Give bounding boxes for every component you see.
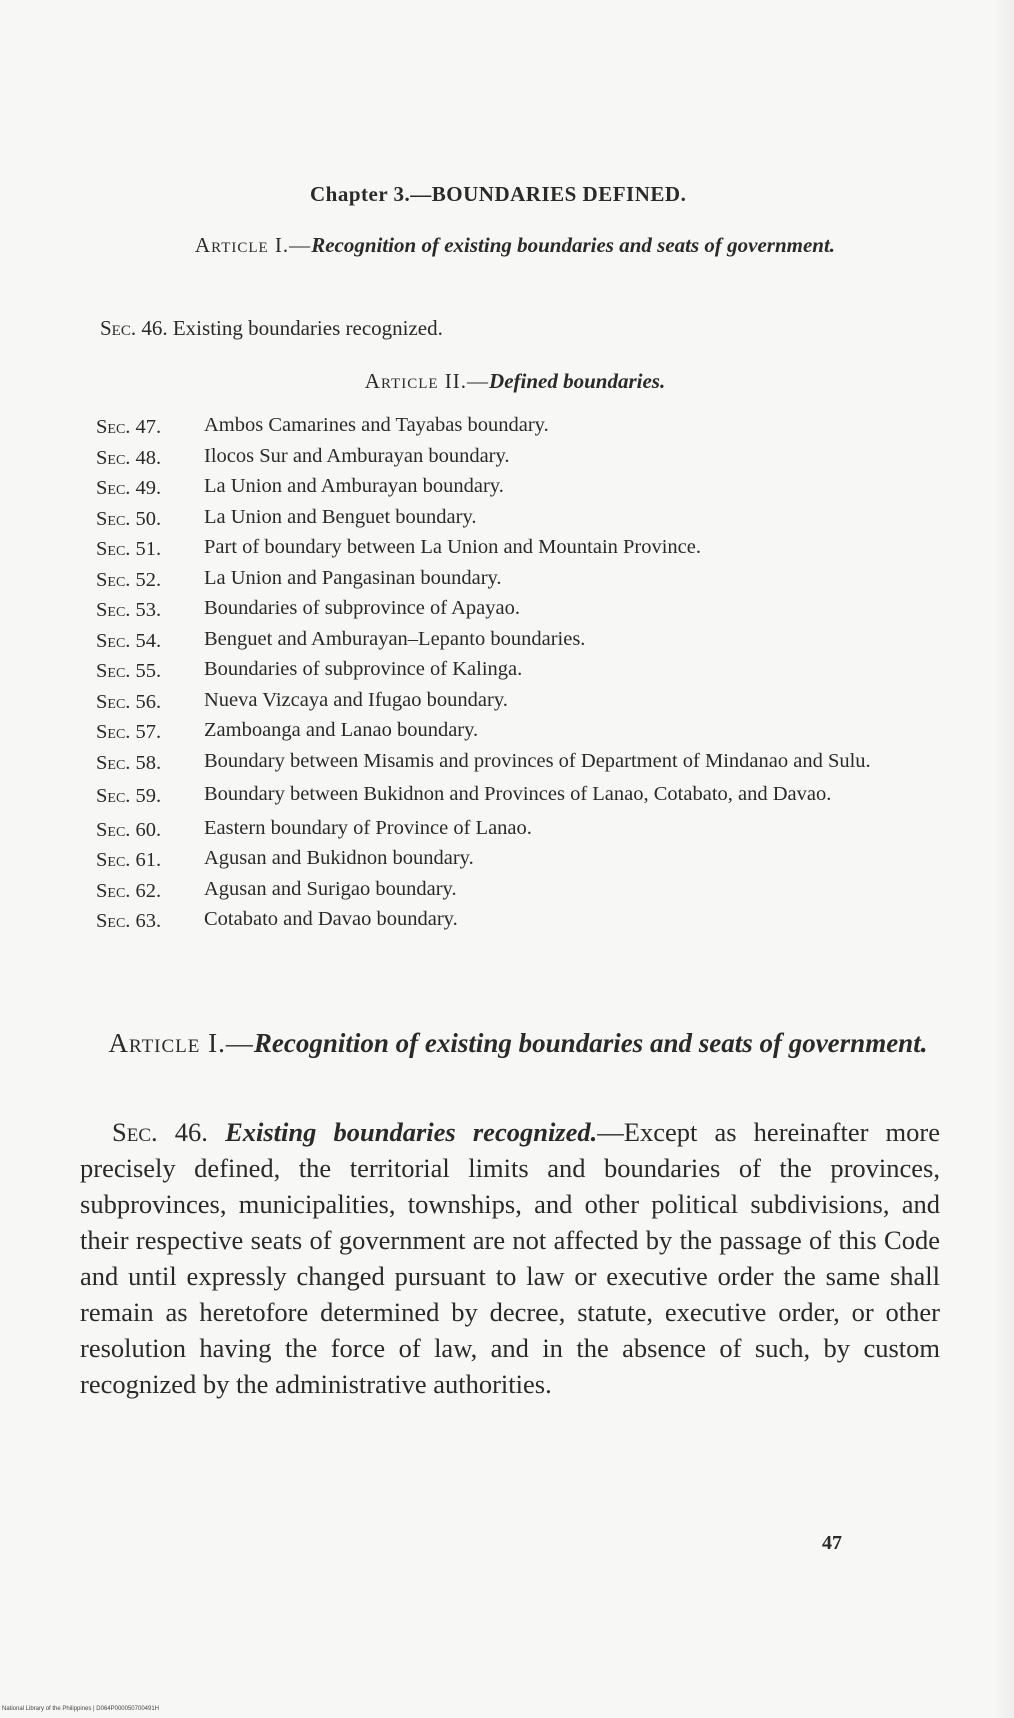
toc-section-text: Boundaries of subprovince of Kalinga. (204, 658, 523, 680)
toc-section-text: Part of boundary between La Union and Mountain Province. (204, 536, 702, 558)
section-number: 47. (135, 416, 162, 438)
toc-article-1-label: Article I.— (194, 233, 312, 257)
toc-section-number (96, 504, 204, 535)
section-label: Sec. (96, 446, 131, 469)
toc-section-text: Zamboanga and Lanao boundary. (204, 719, 479, 741)
section-number: 54. (135, 629, 162, 652)
toc-section-text: Ilocos Sur and Amburayan boundary. (204, 444, 510, 467)
section-label: Sec. (96, 879, 131, 902)
section-label: Sec. (96, 416, 131, 438)
toc-section-row (96, 845, 956, 876)
toc-section-number (96, 906, 204, 937)
toc-section-text: Agusan and Surigao boundary. (204, 877, 457, 900)
toc-section-row (96, 626, 956, 657)
toc-section-row (96, 876, 956, 907)
section-number: 59. (135, 785, 162, 807)
section-label: Sec. (96, 629, 131, 652)
toc-section-number (96, 876, 204, 907)
toc-section-text: Boundaries of subprovince of Apayao. (204, 597, 520, 619)
toc-section-number (96, 815, 204, 846)
section-label: Sec. (112, 1117, 158, 1147)
toc-section-row (96, 781, 956, 812)
section-label: Sec. (96, 538, 131, 560)
section-number: 53. (135, 599, 162, 621)
toc-article-2-title: Defined boundaries. (489, 369, 666, 393)
toc-section-text: La Union and Pangasinan boundary. (204, 566, 502, 589)
toc-section-text: Cotabato and Davao boundary. (204, 908, 458, 930)
toc-section-row (96, 443, 956, 474)
section-number: 57. (135, 721, 162, 743)
toc-section-row (96, 504, 956, 535)
toc-section-text: Benguet and Amburayan–Lepanto boundaries. (204, 627, 586, 650)
section-label: Sec. (100, 316, 137, 340)
toc-section-number (96, 687, 204, 718)
toc-section-row (96, 412, 956, 443)
section-number: 46. (141, 316, 168, 340)
section-label: Sec. (96, 910, 131, 932)
section-46-paragraph (80, 1114, 940, 1402)
toc-section-number (96, 656, 204, 687)
toc-section-row (96, 906, 956, 937)
toc-section-text: Eastern boundary of Province of Lanao. (204, 816, 532, 839)
section-number: 60. (135, 818, 162, 841)
chapter-prefix: Chapter 3.— (310, 182, 432, 206)
toc-section-text: Boundary between Bukidnon and Provinces of Lanao, Cotabato, and Davao. (204, 783, 832, 805)
toc-section-row (96, 473, 956, 504)
section-label: Sec. (96, 690, 131, 713)
toc-section-row (96, 717, 956, 748)
chapter-title: BOUNDARIES DEFINED. (431, 182, 687, 206)
chapter-heading (310, 182, 686, 207)
toc-section-number (96, 565, 204, 596)
section-label: Sec. (96, 785, 131, 807)
section-number: 63. (135, 910, 162, 932)
section-text: Existing boundaries recognized. (172, 316, 443, 340)
toc-section-number (96, 626, 204, 657)
section-heading: Existing boundaries recognized. (225, 1117, 598, 1147)
section-label: Sec. (96, 721, 131, 743)
section-label: Sec. (96, 507, 131, 530)
toc-section-row (96, 656, 956, 687)
toc-section-number (96, 748, 204, 779)
toc-article-1-title: Recognition of existing boundaries and seats of government. (311, 233, 836, 257)
toc-section-number (96, 717, 204, 748)
page-number: 47 (822, 1532, 842, 1554)
section-label: Sec. (96, 849, 131, 871)
toc-section-number (96, 443, 204, 474)
section-number: 50. (135, 507, 162, 530)
section-body-text: —Except as hereinafter more precisely defined, the territorial limits and boundaries of the provinces, subprovinces, municipalities, townships, and other political subdivisions, and their respective seats of government are not affected by the passage of this Code and until expressly changed pursuant to law or executive order the same shall remain as heretofore determined by decree, statute, executive order, or other resolution having the force of law, and in the absence of such, by custom recognized by the administrative authorities. (80, 1117, 941, 1399)
toc-section-number (96, 534, 204, 565)
toc-section-row (96, 815, 956, 846)
toc-section-number (96, 781, 204, 812)
section-number: 52. (135, 568, 162, 591)
section-number: 46. (174, 1117, 208, 1147)
toc-article-2-heading (100, 368, 930, 394)
toc-section-text: Agusan and Bukidnon boundary. (204, 847, 474, 869)
section-number: 56. (135, 690, 162, 713)
section-number: 48. (135, 446, 162, 469)
section-label: Sec. (96, 660, 131, 682)
section-label: Sec. (96, 477, 131, 499)
section-number: 61. (135, 849, 162, 871)
toc-section-row (96, 748, 956, 779)
toc-section-text: La Union and Benguet boundary. (204, 505, 477, 528)
toc-sec-46 (100, 316, 443, 341)
body-article-title: Recognition of existing boundaries and seats of government. (253, 1028, 928, 1058)
scan-footer: National Library of the Philippines | D064P000050700491H (2, 1706, 159, 1712)
section-label: Sec. (96, 599, 131, 621)
body-article-heading (88, 1026, 948, 1060)
toc-section-row (96, 687, 956, 718)
section-number: 51. (135, 538, 162, 560)
toc-section-number (96, 473, 204, 504)
toc-section-row (96, 534, 956, 565)
section-label: Sec. (96, 568, 131, 591)
toc-article-2-label: Article II.— (364, 369, 490, 393)
toc-section-text: La Union and Amburayan boundary. (204, 475, 504, 497)
section-number: 58. (135, 751, 162, 774)
toc-section-row (96, 595, 956, 626)
section-label: Sec. (96, 751, 131, 774)
toc-section-number (96, 845, 204, 876)
section-label: Sec. (96, 818, 131, 841)
toc-article-1-heading (100, 232, 930, 258)
section-number: 55. (135, 660, 162, 682)
toc-section-list (96, 412, 956, 937)
toc-section-text: Nueva Vizcaya and Ifugao boundary. (204, 688, 508, 711)
toc-section-text: Boundary between Misamis and provinces of Department of Mindanao and Sulu. (204, 749, 871, 772)
toc-section-row (96, 565, 956, 596)
toc-section-number (96, 412, 204, 443)
section-number: 49. (135, 477, 162, 499)
body-article-label: Article I.— (108, 1028, 254, 1058)
toc-section-number (96, 595, 204, 626)
toc-section-text: Ambos Camarines and Tayabas boundary. (204, 414, 549, 436)
section-number: 62. (135, 879, 162, 902)
